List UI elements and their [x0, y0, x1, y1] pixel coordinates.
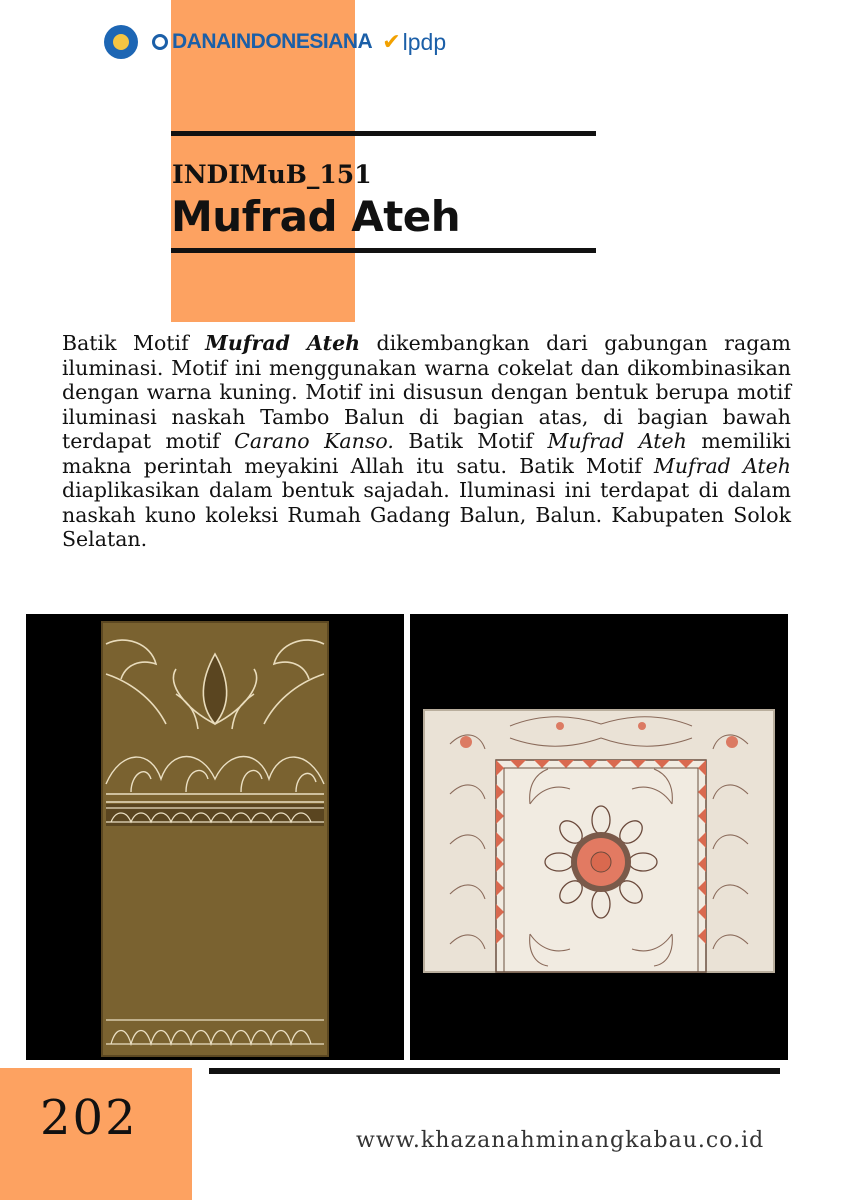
lpdp-mark-icon: ✔ [382, 29, 401, 55]
desc-bold-motif-name: Mufrad Ateh [205, 331, 361, 355]
manuscript-illumination-image [410, 614, 788, 1060]
description-paragraph [62, 331, 791, 552]
sponsor-logos [104, 22, 446, 62]
batik-sajadah-image [26, 614, 404, 1060]
lpdp-logo [382, 29, 446, 56]
page-number: 202 [40, 1090, 138, 1146]
desc-italic-motif-3: Mufrad Ateh [653, 453, 791, 478]
dana-ring-icon [152, 34, 168, 50]
kemdikbud-logo-icon [104, 25, 138, 59]
dana-indonesiana-logo [152, 30, 372, 54]
header-rule-top [171, 131, 596, 136]
footer-rule [209, 1068, 780, 1074]
catalog-code: INDIMuB_151 [172, 160, 372, 189]
dana-logo-text: DANAINDONESIANA [172, 30, 373, 53]
desc-text-2: dikembangkan dari gabungan ragam iluminasi. Motif ini menggunakan warna cokelat dan dikombinasikan dengan warna kuning. Motif ini disusun dengan bentuk berupa motif iluminasi naskah Tambo Balun di bagian atas, di bagian bawah terdapat motif [62, 331, 791, 453]
desc-text-4: memiliki makna perintah meyakini Allah itu satu. Batik Motif [62, 429, 791, 478]
desc-text-5: diaplikasikan dalam bentuk sajadah. Iluminasi ini terdapat di dalam naskah kuno koleksi Rumah Gadang Balun, Balun. Kabupaten Solok Selatan. [62, 478, 791, 551]
website-url: www.khazanahminangkabau.co.id [356, 1128, 765, 1153]
desc-text-3: Batik Motif [393, 429, 548, 453]
lpdp-logo-text: lpdp [402, 28, 447, 55]
desc-italic-carano: Carano Kanso. [234, 429, 394, 453]
desc-text-1: Batik Motif [62, 331, 206, 355]
header-rule-bottom [171, 248, 596, 253]
page-title: Mufrad Ateh [171, 192, 461, 241]
desc-italic-motif-2: Mufrad Ateh [547, 429, 687, 453]
